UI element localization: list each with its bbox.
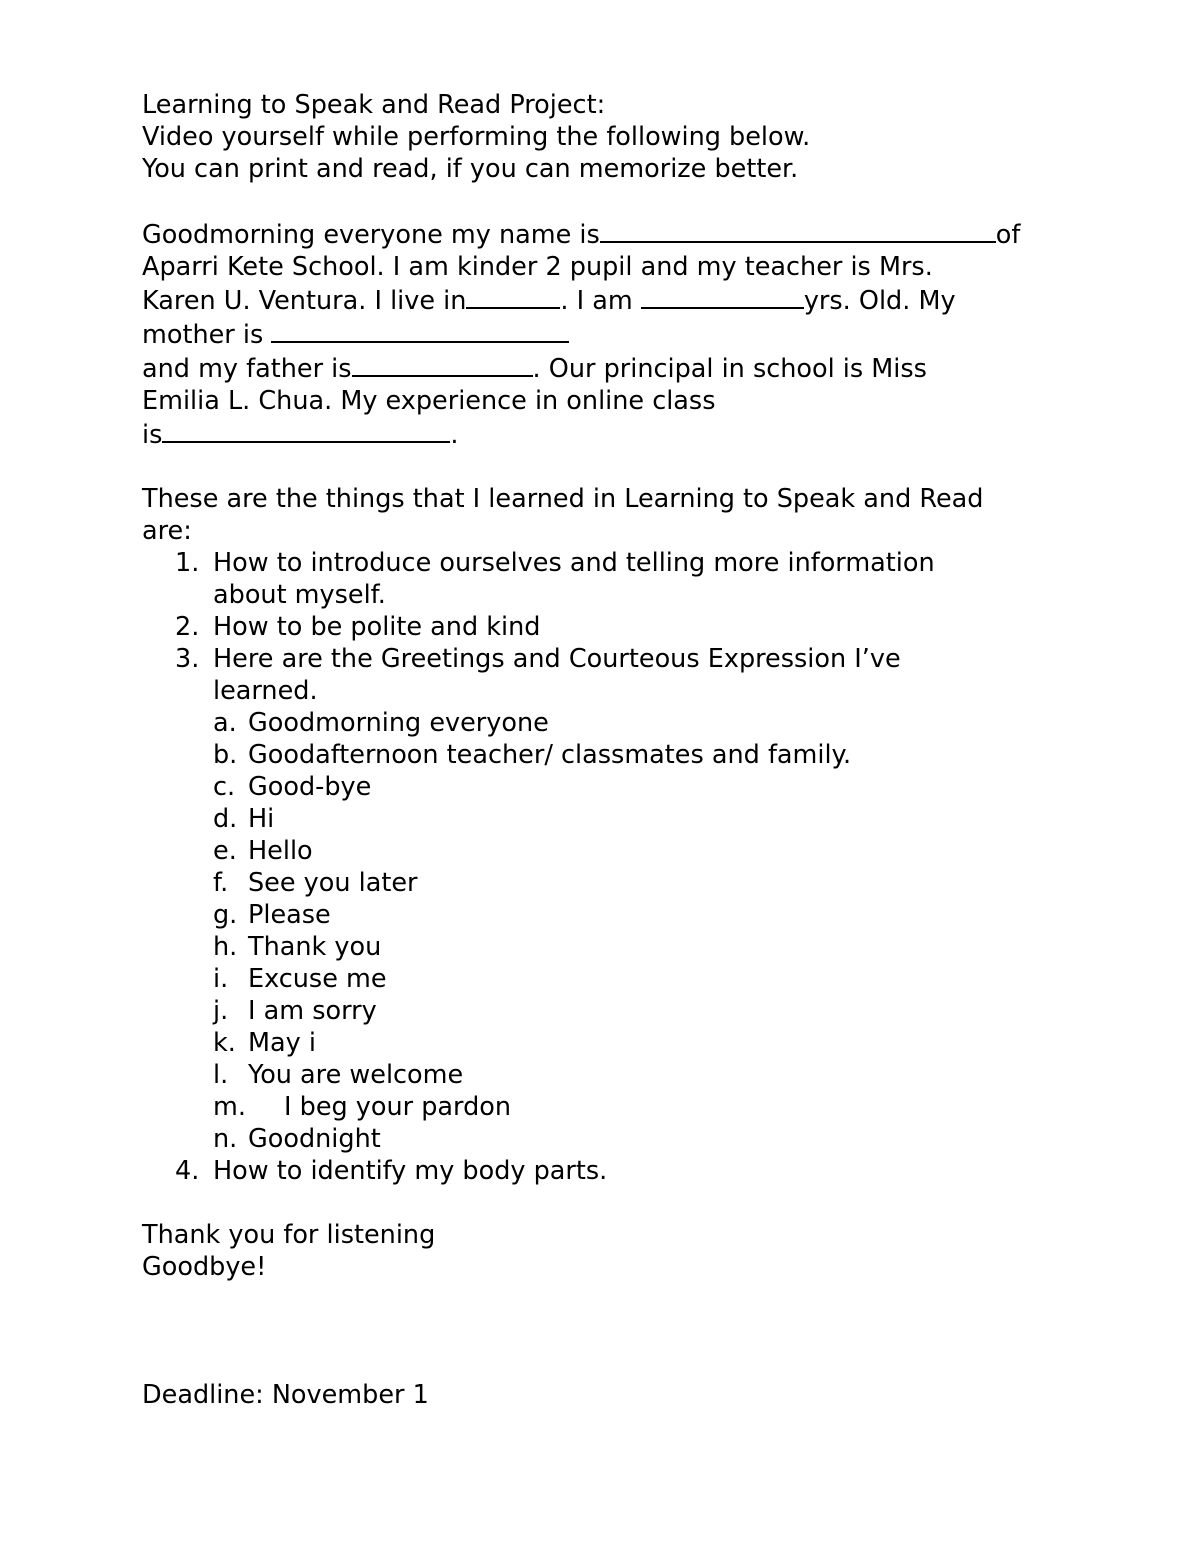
instruction-line: Video yourself while performing the following below. [142,122,811,152]
spacer [142,451,1072,483]
list-item: j. I am sorry [213,996,377,1026]
spacer [142,185,1072,217]
list-marker: f. [213,868,229,898]
intro-line: mother is [142,317,1072,351]
list-item: b. Goodafternoon teacher/ classmates and family. [213,740,852,770]
list-item: g. Please [213,900,331,930]
list-item: 4. How to identify my body parts. [175,1156,608,1186]
closing-line: Thank you for listening [142,1220,436,1250]
list-item: f. See you later [213,868,418,898]
list-item: c. Good-bye [213,772,372,802]
list-marker: i. [213,964,229,994]
list-marker: h. [213,932,238,962]
intro-paragraph [142,217,1072,451]
learned-list [142,547,1072,1187]
experience-blank[interactable] [162,417,450,443]
list-item: m. I beg your pardon [213,1092,512,1122]
list-marker: j. [213,996,229,1026]
intro-line: Aparri Kete School. I am kinder 2 pupil and my teacher is Mrs. [142,252,933,282]
age-blank[interactable] [641,283,804,309]
list-marker: a. [213,708,237,738]
instruction-line: You can print and read, if you can memorize better. [142,154,799,184]
list-marker: 4. [175,1156,200,1186]
list-item: 2. How to be polite and kind [175,612,541,642]
list-item: n. Goodnight [213,1124,381,1154]
intro-line: is . [142,417,1072,451]
list-marker: 2. [175,612,200,642]
document-page [142,89,1072,1411]
list-item: d. Hi [213,804,275,834]
father-name-blank[interactable] [352,351,533,377]
list-item: 1. How to introduce ourselves and telling more information about myself. [175,548,935,610]
list-item: 3. Here are the Greetings and Courteous Expression I’ve learned. [175,644,901,706]
list-item: k. May i [213,1028,316,1058]
project-title: Learning to Speak and Read Project: [142,90,606,120]
list-marker: d. [213,804,238,834]
greetings-list [142,707,1072,1155]
spacer [142,1283,1072,1379]
list-marker: b. [213,740,238,770]
spacer [142,1187,1072,1219]
list-item: e. Hello [213,836,313,866]
list-item: h. Thank you [213,932,382,962]
deadline: Deadline: November 1 [142,1380,429,1410]
list-marker: 1. [175,548,200,578]
learned-heading: These are the things that I learned in Learning to Speak and Read [142,484,984,514]
list-item: a. Goodmorning everyone [213,708,549,738]
intro-line: and my father is . Our principal in school is Miss [142,351,1072,385]
closing-line: Goodbye! [142,1252,267,1282]
list-marker: l. [213,1060,229,1090]
list-item: l. You are welcome [213,1060,464,1090]
mother-name-blank[interactable] [271,317,569,343]
list-marker: m. [213,1092,246,1122]
name-blank[interactable] [600,217,996,243]
list-item: i. Excuse me [213,964,387,994]
list-marker: e. [213,836,237,866]
intro-line: Goodmorning everyone my name is of [142,217,1072,251]
list-marker: k. [213,1028,236,1058]
learned-heading: are: [142,516,192,546]
list-marker: n. [213,1124,238,1154]
list-marker: g. [213,900,238,930]
intro-line: Karen U. Ventura. I live in . I am yrs. Old. My [142,283,1072,317]
address-blank[interactable] [466,283,560,309]
intro-line: Emilia L. Chua. My experience in online class [142,386,716,416]
list-marker: 3. [175,644,200,674]
list-marker: c. [213,772,236,802]
